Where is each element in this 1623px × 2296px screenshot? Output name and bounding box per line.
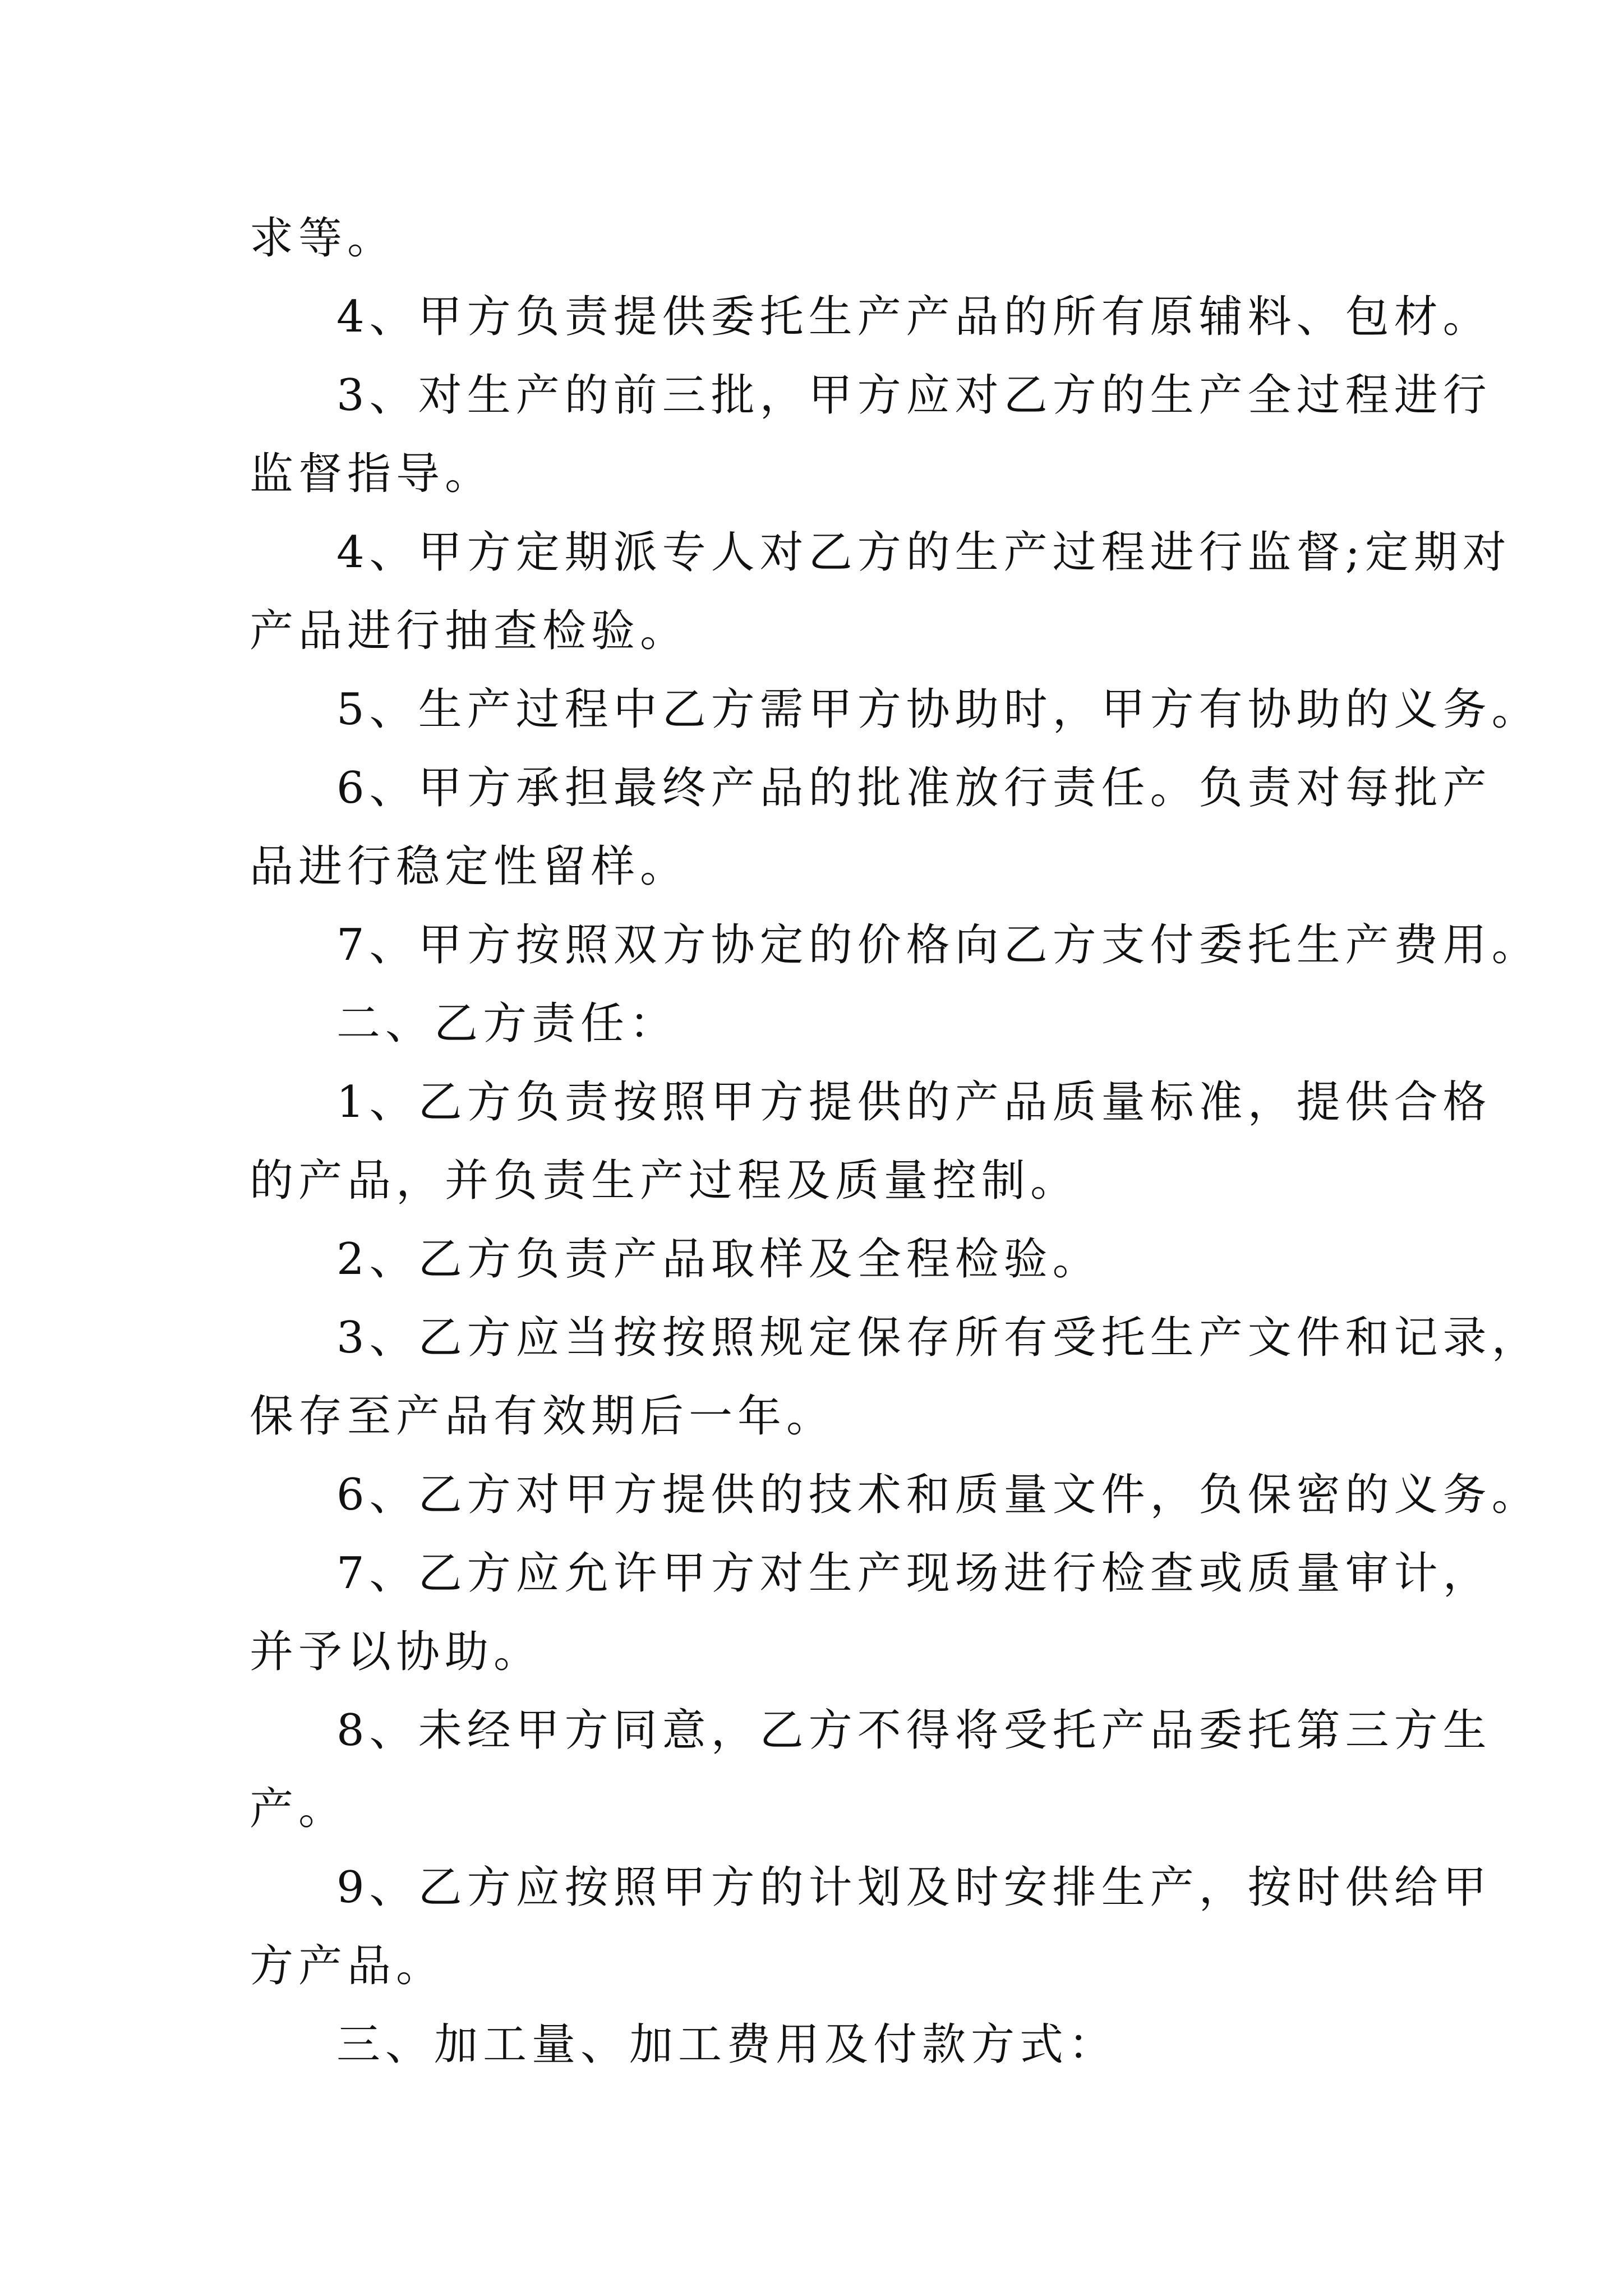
text-line: 的产品，并负责生产过程及质量控制。 [250,1156,1080,1206]
text-line: 4、甲方定期派专人对乙方的生产过程进行监督;定期对 [336,527,1511,578]
text-line: 产品进行抽查检验。 [250,606,689,656]
text-line: 6、乙方对甲方提供的技术和质量文件，负保密的义务。 [336,1470,1541,1520]
section-heading: 三、加工量、加工费用及付款方式： [336,2019,1118,2070]
text-line: 9、乙方应按照甲方的计划及时安排生产，按时供给甲 [336,1862,1492,1913]
text-line: 并予以协助。 [250,1627,543,1677]
text-line: 方产品。 [250,1941,445,1991]
text-line: 1、乙方负责按照甲方提供的产品质量标准，提供合格 [336,1077,1492,1128]
text-line: 5、生产过程中乙方需甲方协助时，甲方有协助的义务。 [336,684,1541,735]
text-line: 求等。 [250,213,396,264]
text-line: 2、乙方负责产品取样及全程检验。 [336,1234,1101,1285]
text-line: 4、甲方负责提供委托生产产品的所有原辅料、包材。 [336,292,1492,342]
text-line: 3、对生产的前三批，甲方应对乙方的生产全过程进行 [336,370,1492,421]
text-line: 监督指导。 [250,449,494,499]
section-heading: 二、乙方责任： [336,999,679,1049]
text-line: 8、未经甲方同意，乙方不得将受托产品委托第三方生 [336,1705,1492,1756]
text-line: 6、甲方承担最终产品的批准放行责任。负责对每批产 [336,763,1492,813]
text-line: 产。 [250,1784,348,1834]
text-line: 品进行稳定性留样。 [250,841,689,892]
text-line: 保存至产品有效期后一年。 [250,1391,836,1442]
text-line: 7、甲方按照双方协定的价格向乙方支付委托生产费用。 [336,920,1541,970]
text-line: 7、乙方应允许甲方对生产现场进行检查或质量审计， [336,1548,1492,1599]
text-line: 3、乙方应当按按照规定保存所有受托生产文件和记录， [336,1313,1541,1363]
